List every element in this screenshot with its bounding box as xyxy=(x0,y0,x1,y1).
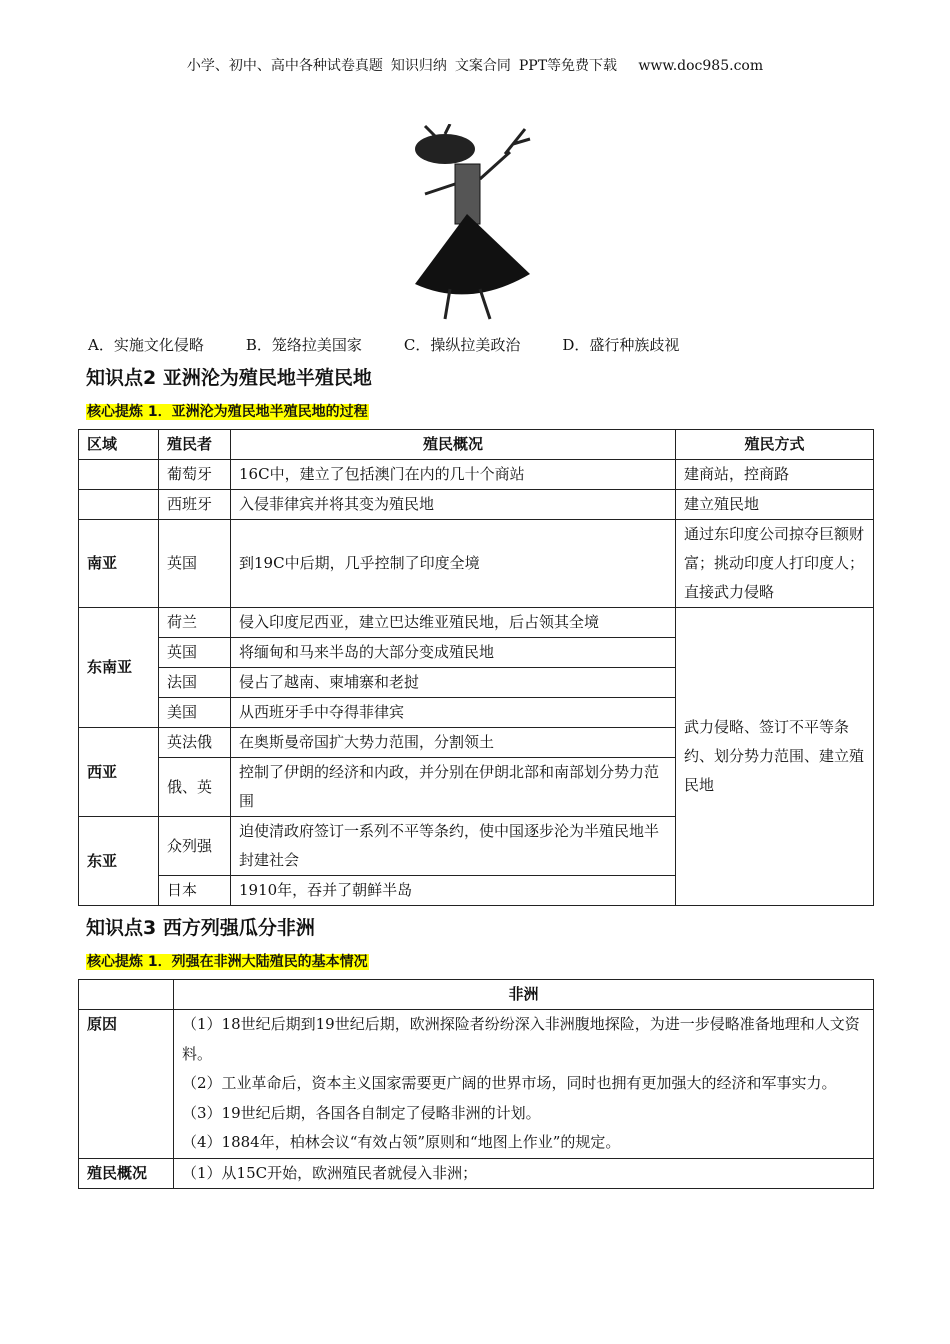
colonizer: 日本 xyxy=(159,876,231,906)
colonizer: 葡萄牙 xyxy=(159,460,231,490)
method: 建立殖民地 xyxy=(676,490,874,520)
option-d: D．盛行种族歧视 xyxy=(562,336,680,354)
row-label: 殖民概况 xyxy=(79,1158,174,1188)
colonizer: 法国 xyxy=(159,668,231,698)
method: 通过东印度公司掠夺巨额财富；挑动印度人打印度人；直接武力侵略 xyxy=(676,520,874,608)
description: 在奥斯曼帝国扩大势力范围，分割领土 xyxy=(231,728,676,758)
description: 入侵菲律宾并将其变为殖民地 xyxy=(231,490,676,520)
colonizer: 英法俄 xyxy=(159,728,231,758)
section-title: 知识点3 西方列强瓜分非洲 xyxy=(86,917,315,939)
table-row xyxy=(79,1010,874,1159)
description: 从西班牙手中夺得菲律宾 xyxy=(231,698,676,728)
description: 到19C中后期，几乎控制了印度全境 xyxy=(231,520,676,608)
col-header: 区域 xyxy=(79,430,159,460)
reason-item: （2）工业革命后，资本主义国家需要更广阔的世界市场，同时也拥有更加强大的经济和军事实力。 xyxy=(182,1074,837,1092)
region: 东亚 xyxy=(79,817,159,906)
option-c: C．操纵拉美政治 xyxy=(403,336,521,354)
africa-colonization-table xyxy=(78,979,874,1189)
header-text: 文案合同 xyxy=(454,58,511,74)
table-row xyxy=(79,1158,874,1188)
asia-colonization-table xyxy=(78,429,874,906)
method: 建商站，控商路 xyxy=(676,460,874,490)
header-text: 小学、初中、高中各种试卷真题 xyxy=(186,58,383,74)
description: 将缅甸和马来半岛的大部分变成殖民地 xyxy=(231,638,676,668)
colonizer: 众列强 xyxy=(159,817,231,876)
col-header: 殖民概况 xyxy=(231,430,676,460)
reason-item: （1）18世纪后期到19世纪后期，欧洲探险者纷纷深入非洲腹地探险，为进一步侵略准备地理和人文资料。 xyxy=(182,1015,860,1063)
answer-options xyxy=(88,334,950,356)
col-header: 殖民方式 xyxy=(676,430,874,460)
colonizer: 英国 xyxy=(159,638,231,668)
section-title: 知识点2 亚洲沦为殖民地半殖民地 xyxy=(86,367,372,389)
reason-item: （4）1884年，柏林会议“有效占领”原则和“地图上作业”的规定。 xyxy=(182,1133,621,1151)
colonizer: 俄、英 xyxy=(159,758,231,817)
description: 侵占了越南、柬埔寨和老挝 xyxy=(231,668,676,698)
colonizer: 英国 xyxy=(159,520,231,608)
table-row xyxy=(79,608,874,638)
section-subtitle: 核心提炼 1．亚洲沦为殖民地半殖民地的过程 xyxy=(87,404,368,420)
method: 武力侵略、签订不平等条约、划分势力范围、建立殖民地 xyxy=(676,608,874,906)
description: 侵入印度尼西亚，建立巴达维亚殖民地，后占领其全境 xyxy=(231,608,676,638)
region: 东南亚 xyxy=(79,608,159,728)
section-subtitle: 核心提炼 1．列强在非洲大陆殖民的基本情况 xyxy=(87,954,368,970)
description: 控制了伊朗的经济和内政，并分别在伊朗北部和南部划分势力范围 xyxy=(231,758,676,817)
cartoon-figure-image xyxy=(405,124,545,324)
table-row xyxy=(79,490,874,520)
option-b: B．笼络拉美国家 xyxy=(245,336,362,354)
row-label: 原因 xyxy=(79,1010,174,1159)
header-url[interactable]: www.doc985.com xyxy=(638,58,764,74)
description: 1910年，吞并了朝鲜半岛 xyxy=(231,876,676,906)
description: 16C中，建立了包括澳门在内的几十个商站 xyxy=(231,460,676,490)
table-row xyxy=(79,520,874,608)
page-header xyxy=(0,0,950,76)
option-a: A．实施文化侵略 xyxy=(88,336,204,354)
region: 南亚 xyxy=(79,520,159,608)
reason-item: （3）19世纪后期，各国各自制定了侵略非洲的计划。 xyxy=(182,1103,541,1122)
header-text: 知识归纳 xyxy=(390,58,447,74)
description: 迫使清政府签订一系列不平等条约，使中国逐步沦为半殖民地半封建社会 xyxy=(231,817,676,876)
col-header: 非洲 xyxy=(174,980,874,1010)
colonizer: 西班牙 xyxy=(159,490,231,520)
header-text: PPT等免费下载 xyxy=(518,58,618,74)
col-header: 殖民者 xyxy=(159,430,231,460)
colonizer: 荷兰 xyxy=(159,608,231,638)
colonizer: 美国 xyxy=(159,698,231,728)
region: 西亚 xyxy=(79,728,159,817)
table-row xyxy=(79,460,874,490)
overview-item: （1）从15C开始，欧洲殖民者就侵入非洲； xyxy=(174,1158,874,1188)
